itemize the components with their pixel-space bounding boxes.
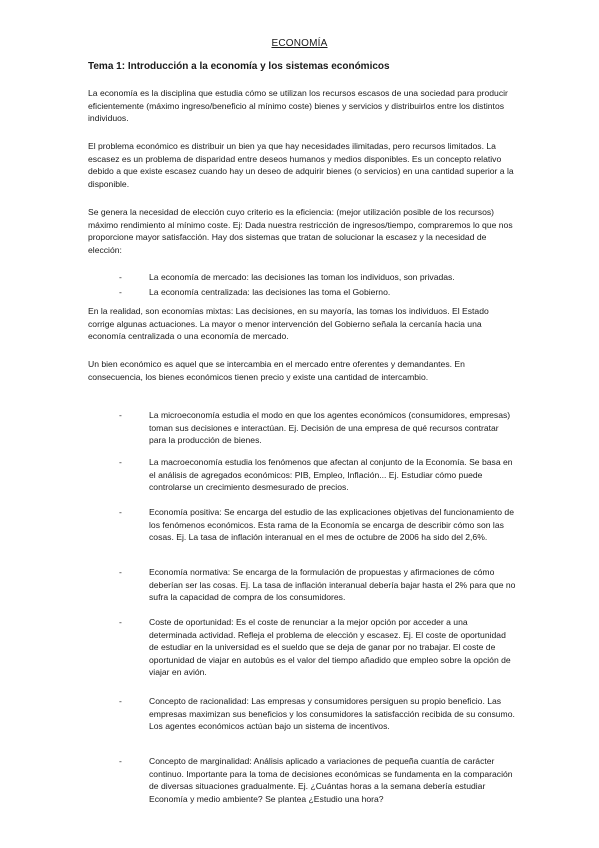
list-item — [0, 286, 599, 301]
document-title: ECONOMÍA — [271, 38, 328, 49]
list-dash: - — [119, 410, 122, 420]
paragraph-economic-problem: El problema económico es distribuir un bien ya que hay necesidades ilimitadas, pero recursos limitados. La escasez es un problema de disparidad entre deseos humanos y medios disponibles. Es un concepto relativo debido a que existe escasez cuando hay un deseo de adquirir bienes (o servicios) en una cantidad superior a la disponible. — [88, 141, 514, 189]
list-item — [0, 271, 599, 286]
list-dash: - — [119, 287, 122, 297]
paragraph-definition: La economía es la disciplina que estudia cómo se utilizan los recursos escasos de una sociedad para producir eficientemente (máximo ingreso/beneficio al mínimo coste) bienes y servicios y distribuirlos entre los distintos individuos. — [88, 88, 508, 124]
list-dash: - — [119, 457, 122, 467]
list-dash: - — [119, 507, 122, 517]
list-dash: - — [119, 272, 122, 282]
list-item — [0, 506, 599, 566]
list-item-text: Economía normativa: Se encarga de la formulación de propuestas y afirmaciones de cómo deberían ser las cosas. Ej. La tasa de inflación interanual debería bajar hasta el 2% para que no sufra la capacidad de compra de los consumidores. — [149, 567, 516, 603]
list-item-text: La microeconomía estudia el modo en que los agentes económicos (consumidores, empresas) toman sus decisiones e interactúan. Ej. Decisión de una empresa de qué recursos contratar para la producción de bienes. — [149, 410, 511, 446]
paragraph-economic-good: Un bien económico es aquel que se intercambia en el mercado entre oferentes y demandantes. En consecuencia, los bienes económicos tienen precio y existe una cantidad de intercambio. — [88, 359, 465, 382]
list-item — [0, 616, 599, 695]
list-item-text: Concepto de marginalidad: Análisis aplicado a variaciones de pequeña cuantía de carácter continuo. Importante para la toma de decisiones económicas se fundamenta en la comparación de diversas situaciones gradualmente. Ej. ¿Cuántas horas a la semana debería estudiar Economía y medio ambiente? Se plantea ¿Estudio una hora? — [149, 756, 513, 804]
list-item-text: Concepto de racionalidad: Las empresas y consumidores persiguen su propio beneficio. Las empresas maximizan sus beneficios y los consumidores la satisfacción recibida de su consumo. Los agentes económicos actúan bajo un sistema de incentivos. — [149, 696, 515, 732]
list-item — [0, 566, 599, 616]
list-dash: - — [119, 756, 122, 766]
list-item-text: Economía positiva: Se encarga del estudio de las explicaciones objetivas del funcionamiento de los fenómenos económicos. Esta rama de la Economía se encarga de describir cómo son las cosas. Ej. La tasa de inflación interanual en el mes de octubre de 2006 ha sido del 2,6%. — [149, 507, 514, 543]
list-item — [0, 755, 599, 821]
list-item-text: Coste de oportunidad: Es el coste de renunciar a la mejor opción por acceder a una determinada actividad. Refleja el problema de elección y escasez. Ej. El coste de oportunidad de estudiar en la universidad es el sueldo que se deja de ganar por no trabajar. El coste de oportunidad de viajar en autobús es el valor del tiempo añadido que empleo sobre la opción de viajar en avión. — [149, 617, 511, 678]
list-item-text: La macroeconomía estudia los fenómenos que afectan al conjunto de la Economía. Se basa en el análisis de agregados económicos: PIB, Empleo, Inflación... Ej. Estudiar cómo puede controlarse un crecimiento desmesurado de precios. — [149, 457, 513, 493]
list-item — [0, 409, 599, 456]
paragraph-choice: Se genera la necesidad de elección cuyo criterio es la eficiencia: (mejor utilización posible de los recursos) máximo rendimiento al mínimo coste. Ej: Dada nuestra restricción de ingresos/tiempo, compraremos lo que nos proporcione mayor satisfacción. Hay dos sistemas que tratan de solucionar la escasez y la necesidad de elección: — [88, 207, 513, 255]
section-heading: Tema 1: Introducción a la economía y los sistemas económicos — [88, 61, 390, 72]
list-dash: - — [119, 567, 122, 577]
list-item — [0, 695, 599, 755]
list-item-text: La economía centralizada: las decisiones las toma el Gobierno. — [149, 287, 391, 297]
concepts-list — [0, 409, 599, 821]
paragraph-mixed-economies: En la realidad, son economías mixtas: Las decisiones, en su mayoría, las tomas los individuos. El Estado corrige algunas actuaciones. La mayor o menor intervención del Gobierno señala la cercanía hacia una economía centralizada o una economía de mercado. — [88, 306, 489, 342]
list-item-text: La economía de mercado: las decisiones las toman los individuos, son privadas. — [149, 272, 455, 282]
list-item — [0, 456, 599, 506]
list-dash: - — [119, 696, 122, 706]
economic-systems-list — [0, 271, 599, 301]
list-dash: - — [119, 617, 122, 627]
